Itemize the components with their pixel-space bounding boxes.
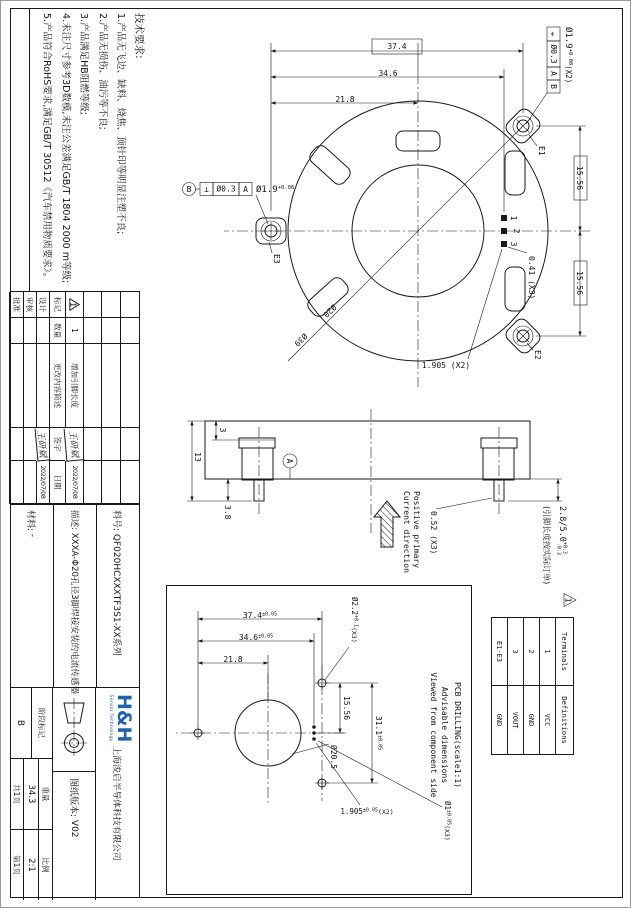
body-profile [205,421,530,479]
drawing-version: 图纸版本: V02 [67,778,80,838]
svg-text:Ø0.3: Ø0.3 [549,44,558,64]
e1-hole-spec: $Ø1.9^{+0.08}(X2)$ [563,27,573,84]
first-angle-projection-icon [59,697,89,763]
part-no-row: 料号: QF020HCXXXTF3S1-XX系列 [96,505,139,688]
svg-text:A: A [285,458,294,464]
terminals-row: 3 VOUT [507,618,523,754]
pcb-sub1: Advisable dimensions [440,686,449,784]
tech-req-item: 4.未注尺寸参考3D数模,未注公差满足GB/T 1804 2000 m等级; [60,13,71,284]
dim-3-8: 3.8 [223,505,232,520]
title-band [10,291,140,898]
revision-mark [65,292,83,318]
slot [505,151,525,195]
tech-req-item: 2.产品无损伤、油污等不良; [97,13,108,130]
technical-requirements [37,13,148,319]
svg-text:1: 1 [68,302,78,307]
hole-1 [312,737,316,741]
pin-1 [501,215,507,221]
dim-15-56-a: 15.56 [575,165,584,191]
part-number: QF020HCXXXTF3S1-XX系列 [111,533,122,656]
dim-0-41: 0.41 (X3) [527,256,536,300]
dim-21-8: 21.8 [335,95,355,104]
pcb-dim-31-1: $31.1^{\pm 0.05}$ [374,715,383,751]
material-row: 材料: - [10,505,53,688]
terminals-col1-header: Terminals [556,618,573,686]
design-sign: 王研斌 [35,427,51,461]
pcb-dia-2-2: $Ø2.2^{+0.1}_{(X3)}$ [350,597,359,643]
dim-13: 13 [193,452,202,462]
projection-version-row [52,688,95,900]
pcb-view-border [167,586,472,895]
hole-2-2 [315,776,329,790]
pcb-drilling-view [166,585,472,895]
e1-label: E1 [537,146,546,156]
terminals-row: 1 VCC [539,618,555,754]
drawing-sheet [3,1,630,905]
terminals-col2-header: Definitions [560,696,569,744]
dia39-label: Ø39 [292,331,310,349]
title-block [10,504,139,900]
e3-hole-spec: $Ø1.9^{+0.08}$ [256,185,295,195]
stage-weight-scale-row [10,688,52,900]
hole-1 [312,731,316,735]
rev-header-sign: 签字 [49,428,65,461]
logo-tagline: Sensor Technology [107,694,113,742]
slot [307,143,353,187]
pcb-dim-21-8: 21.8 [223,655,243,664]
title-block-left [10,505,139,695]
dim-1-905: 1.905 (X2) [421,361,471,370]
svg-text:A: A [549,71,558,76]
svg-text:1: 1 [563,597,573,603]
fcf-position [547,27,560,93]
revision-table [10,292,139,504]
company-name: 上海浚启半导体科技有限公司 [111,746,122,861]
rev-header-qty: 数量 [49,318,65,344]
hole-2-2 [315,676,329,690]
boss-step [239,438,275,448]
svg-text:Ø0.3: Ø0.3 [216,184,236,194]
revision-qty: 1 [65,318,83,344]
pin-label-3: 3 [509,241,518,247]
pin-length-note: (引脚长度按实际订单) [542,506,551,585]
design-date: 2022/07/08 [36,461,49,504]
current-note-2: Current direction [402,491,411,573]
company-logo: H&H Sensor Technology [103,688,133,746]
perpendicularity-symbol-icon: ⊥ [204,185,209,194]
top-view [176,13,618,398]
terminals-table [491,617,574,755]
rev-header-date: 日期 [49,461,65,504]
tech-req-title: 技术要求: [133,13,145,59]
hole-2-2 [191,726,205,740]
dim-15-56-b: 15.56 [575,270,584,296]
e3-label: E3 [272,254,281,264]
dim-0-52: 0.52 (X3) [429,511,438,555]
svg-text:B: B [549,84,558,89]
revision-desc: 增加引脚长度 [65,344,83,428]
pcb-dia-20-5: Ø20.5 [329,745,338,770]
terminals-header-row [555,618,573,754]
revision-sign: 王研斌 [64,427,85,461]
dim-37-4: 37.4 [387,42,407,51]
part-description: XXXA-Φ20孔径3脚焊接安装的电流传感器 [69,532,79,695]
title-block-right [10,688,139,900]
fcf-perpendicularity [183,183,295,196]
role-approve: 批准 [9,292,23,318]
diameter-leader [288,118,531,361]
dim-pin-length: $2.8/5.0^{+0.3}-0.3$ [555,506,568,555]
role-design: 设计 [36,292,49,318]
page-number: 第1页 [12,855,22,875]
stage-value: B [15,719,26,727]
material-value: - [27,533,37,538]
position-symbol-icon: ⌖ [548,31,557,37]
tech-req-item: 1.产品无飞边、缺料、烧焦、顶针印等明显注塑不良; [115,13,127,235]
dia20-label: Ø20 [321,302,339,320]
pages-total: 共1页 [12,784,22,804]
company-row [95,688,139,900]
current-direction-arrow-icon [374,501,400,547]
pcb-dia-1: $Ø1^{\pm 0.05}_{(X3)}$ [443,801,452,841]
pcb-dim-37-4: $37.4^{\pm 0.05}$ [242,611,278,620]
scale-value: 2:1 [23,830,37,900]
projection-symbol [53,688,95,772]
datum-b-flag: B [186,184,192,194]
svg-text:A: A [243,185,248,194]
role-check: 审核 [23,292,36,318]
tech-req-item: 3.产品满足HB阻燃等级; [78,13,90,115]
rev-header-desc: 更改内容简述 [49,344,65,428]
current-note-1: Positive primary [412,491,421,569]
slot [505,267,525,311]
pin-2 [501,228,507,234]
pcb-dim-34-6: $34.6^{\pm 0.05}$ [238,633,274,642]
pin-label-1: 1 [509,215,518,221]
pin-3 [501,241,507,247]
hole-1 [312,725,316,729]
stage-cell: 阶段标记 B [10,688,52,759]
pin-housing [242,448,273,480]
terminals-row: E1-E3 GND [491,618,507,754]
dim-34-6: 34.6 [378,69,398,78]
dim-3: 3 [218,427,227,433]
terminals-row: 2 GND [523,618,539,754]
pcb-sub2: Viewed from component side [429,672,438,798]
pcb-dim-1-905: $1.905^{\pm 0.05}_{(X2)}$ [340,807,394,816]
pin-housing [483,448,514,480]
pcb-title: PCB DRILLING(scale1:1) [453,682,462,788]
tech-req-item: 5.产品符合RoHS要求,满足GB/T 30512《汽车禁用物质要求》。 [41,13,53,283]
pcb-dim-15-56: 15.56 [342,695,351,721]
rev-header-mark: 标记 [49,292,65,318]
weight-cell: 重量 34.3 共1页 [10,759,52,830]
revision-date: 2022/07/08 [65,461,83,504]
e2-label: E2 [533,350,542,360]
description-row: 描述: XXXA-Φ20孔径3脚焊接安装的电流传感器 [53,505,96,688]
weight-value: 34.3 [23,759,37,829]
scale-cell: 比例 2:1 第1页 [10,830,52,900]
pin-label-2: 2 [512,228,521,234]
version-value: V02 [69,819,80,838]
tech-req-divider [29,8,30,291]
